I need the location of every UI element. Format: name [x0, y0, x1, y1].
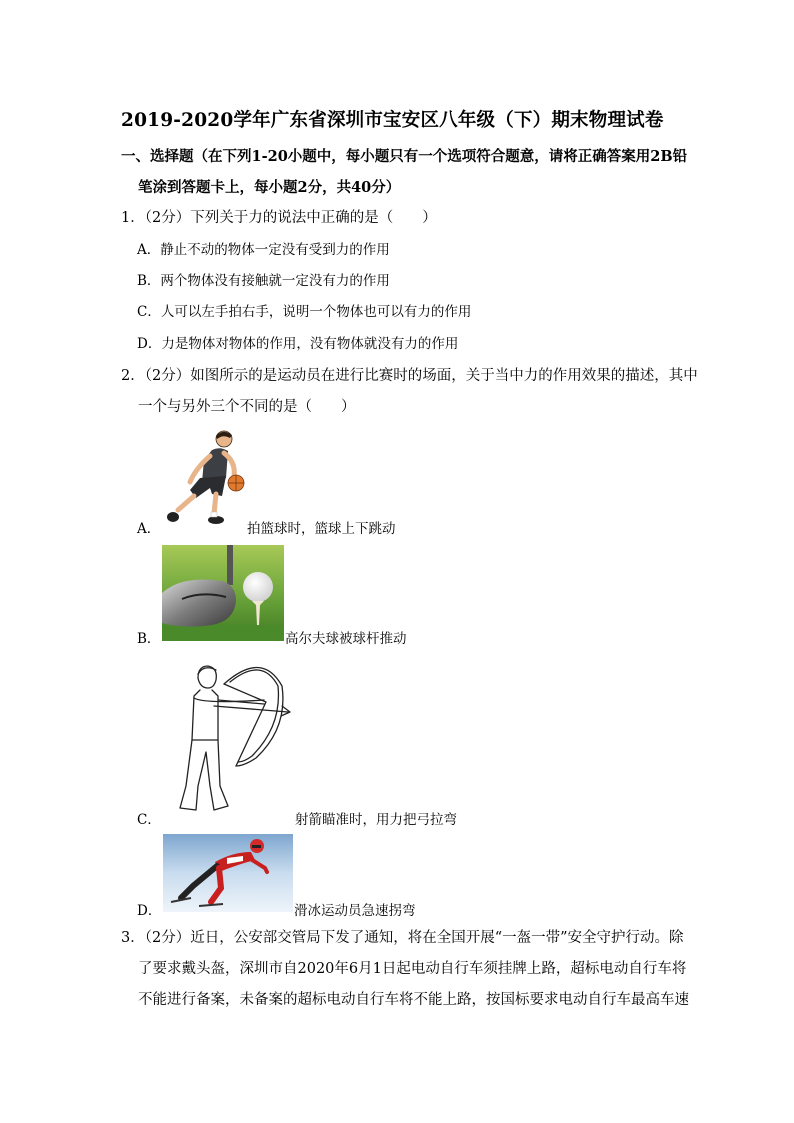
- q2-option-c-letter: C．: [137, 812, 161, 828]
- q1-option-c: C．人可以左手拍右手，说明一个物体也可以有力的作用: [137, 304, 472, 320]
- q2-option-d-text: 滑冰运动员急速拐弯: [294, 903, 416, 919]
- q2-option-c-text: 射箭瞄准时，用力把弓拉弯: [295, 812, 457, 828]
- q3-line3: 不能进行备案，未备案的超标电动自行车将不能上路，按国标要求电动自行车最高车速: [138, 992, 689, 1008]
- section-heading-line2: 笔涂到答题卡上，每小题2分，共40分）: [138, 179, 401, 196]
- q1-option-a: A．静止不动的物体一定没有受到力的作用: [137, 242, 390, 258]
- section-heading-line1: 一、选择题（在下列1-20小题中，每小题只有一个选项符合题意，请将正确答案用2B铅: [121, 148, 688, 165]
- q2-option-b-text: 高尔夫球被球杆推动: [285, 631, 407, 647]
- q1-option-d: D．力是物体对物体的作用，没有物体就没有力的作用: [137, 336, 459, 352]
- q2-option-b-letter: B．: [137, 631, 161, 647]
- q2-stem-line2: 一个与另外三个不同的是（ ）: [138, 399, 356, 415]
- basketball-player-image: [160, 426, 248, 532]
- archer-image: [164, 656, 294, 818]
- q1-stem: 1．（2分）下列关于力的说法中正确的是（ ）: [121, 210, 437, 226]
- q3-line1: 3．（2分）近日，公安部交管局下发了通知，将在全国开展“一盔一带”安全守护行动。除: [121, 930, 684, 946]
- q2-stem-line1: 2．（2分）如图所示的是运动员在进行比赛时的场面，关于当中力的作用效果的描述，其中: [121, 368, 698, 384]
- speed-skater-image: [163, 834, 293, 912]
- q2-option-a-text: 拍篮球时，篮球上下跳动: [247, 521, 396, 537]
- golf-club-ball-image: [162, 545, 284, 641]
- q3-line2: 了要求戴头盔，深圳市自2020年6月1日起电动自行车须挂牌上路，超标电动自行车将: [138, 961, 687, 977]
- q2-option-d-letter: D．: [137, 903, 162, 919]
- q1-option-b: B．两个物体没有接触就一定没有力的作用: [137, 273, 390, 289]
- q2-option-a-letter: A．: [137, 521, 161, 537]
- page-title: 2019-2020学年广东省深圳市宝安区八年级（下）期末物理试卷: [121, 110, 664, 131]
